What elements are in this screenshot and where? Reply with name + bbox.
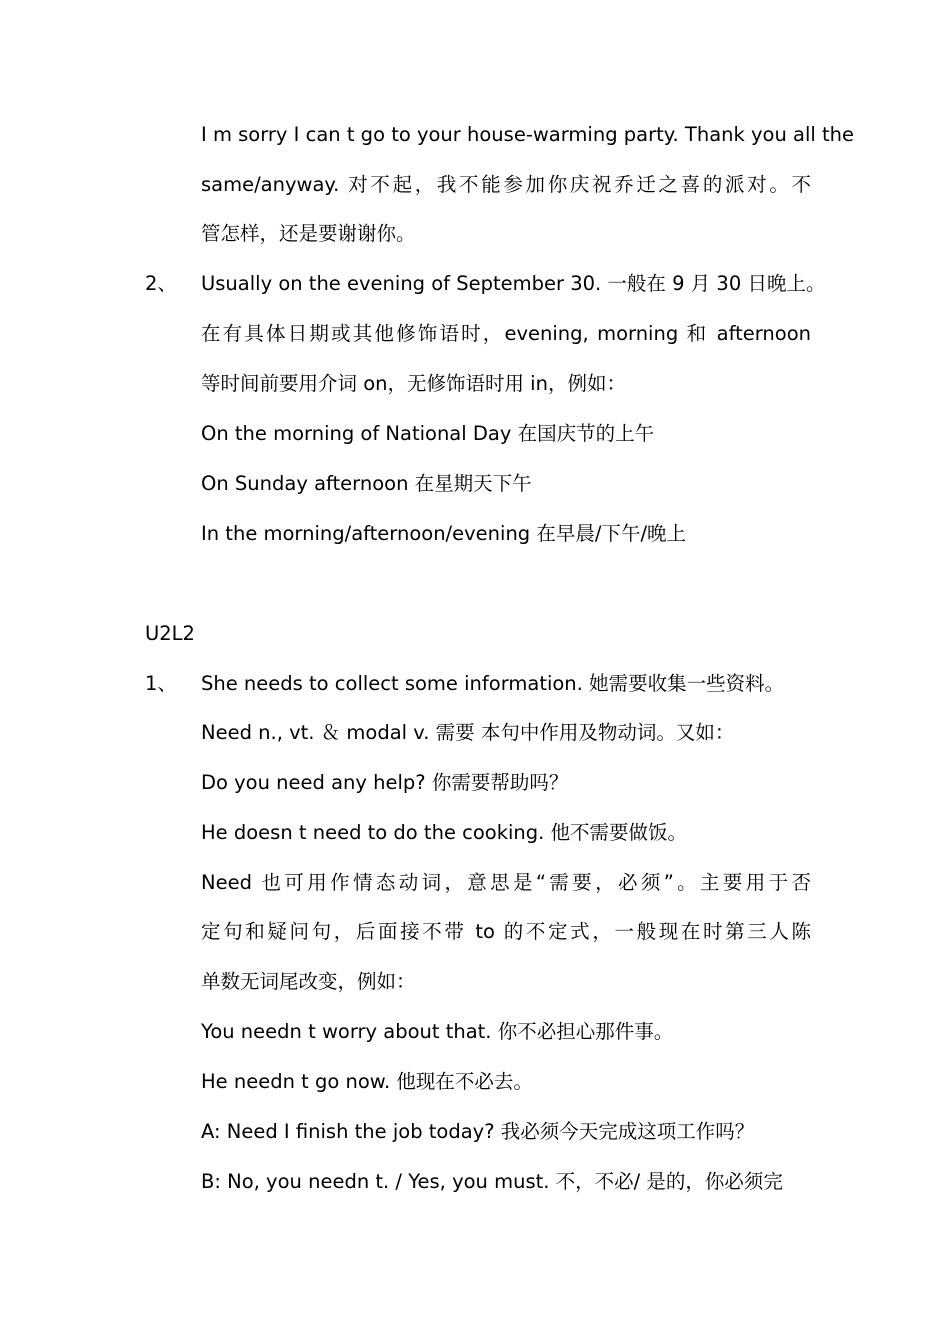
item-1-line-1: She needs to collect some information. 她需要收集一些资料。: [201, 672, 785, 695]
item-1-dialogue-a: A: Need I finish the job today? 我必须今天完成这项工作吗？: [201, 1120, 755, 1143]
item-2-line-2: 在有具体日期或其他修饰语时，evening, morning 和 afternoon: [201, 322, 811, 345]
item-2-line-3: 等时间前要用介词 on，无修饰语时用 in，例如：: [201, 372, 626, 395]
section-heading: U2L2: [145, 622, 195, 645]
item-1-example-1: Do you need any help? 你需要帮助吗？: [201, 771, 569, 794]
item-1-example-2: He doesn t need to do the cooking. 他不需要做饭。: [201, 821, 688, 844]
item-2-example-3: In the morning/afternoon/evening 在早晨/下午/晚上: [201, 522, 687, 545]
item-1-line-5: 单数无词尾改变，例如：: [201, 970, 416, 993]
item-2-number: 2、: [145, 272, 177, 295]
intro-line-3: 管怎样，还是要谢谢你。: [201, 222, 416, 245]
item-2-example-1: On the morning of National Day 在国庆节的上午: [201, 422, 655, 445]
item-2-line-1: Usually on the evening of September 30. 一般在 9 月 30 日晚上。: [201, 272, 826, 295]
item-1-example-4: He needn t go now. 他现在不必去。: [201, 1070, 533, 1093]
item-1-line-2: Need n., vt. ＆ modal v. 需要 本句中作用及物动词。又如：: [201, 721, 735, 744]
item-1-number: 1、: [145, 672, 177, 695]
item-1-line-3: Need 也可用作情态动词，意思是“需要，必须”。主要用于否: [201, 871, 811, 894]
item-2-example-2: On Sunday afternoon 在星期天下午: [201, 472, 532, 495]
item-1-line-4: 定句和疑问句，后面接不带 to 的不定式，一般现在时第三人陈: [201, 920, 811, 943]
item-1-dialogue-b: B: No, you needn t. / Yes, you must. 不，不必/ 是的，你必须完: [201, 1170, 783, 1193]
intro-line-1: I m sorry I can t go to your house-warming party. Thank you all the: [201, 123, 855, 146]
intro-line-2: same/anyway. 对不起，我不能参加你庆祝乔迁之喜的派对。不: [201, 173, 811, 196]
item-1-example-3: You needn t worry about that. 你不必担心那件事。: [201, 1020, 674, 1043]
